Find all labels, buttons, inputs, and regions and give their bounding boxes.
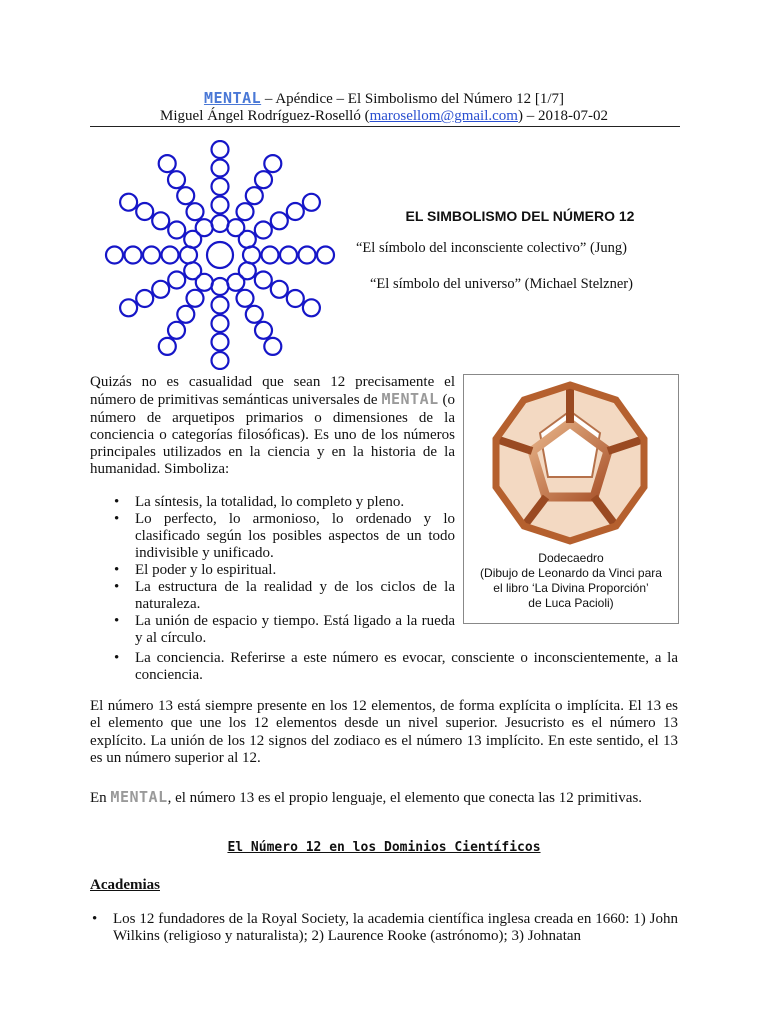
intro-text-1: Quizás no es casualidad que sean 12 precisamente el número de primitivas semánticas universales de: [90, 374, 455, 409]
academias-list: [90, 911, 678, 945]
list-item: [112, 511, 455, 562]
mandala-ring: [212, 197, 229, 214]
subheading-academias: Academias: [90, 877, 160, 893]
list-item: [112, 613, 455, 647]
caption-line: el libro ‘La Divina Proporción’: [493, 581, 649, 595]
mandala-ring: [287, 203, 304, 220]
mental-paragraph: [90, 789, 690, 807]
bullet-icon: •: [114, 494, 120, 510]
mandala-ring: [125, 247, 142, 264]
mandala-ring: [212, 334, 229, 351]
mandala-ring: [212, 297, 229, 314]
mandala-ring: [162, 247, 179, 264]
mandala-ring: [212, 315, 229, 332]
mandala-ring: [168, 171, 185, 188]
mandala-ring: [143, 247, 160, 264]
mandala-ring: [264, 155, 281, 172]
list-item-text: Lo perfecto, lo armonioso, lo ordenado y lo clasificado según los posibles aspectos de un todo indivisible y unificado.: [135, 511, 455, 561]
number-13-paragraph: El número 13 está siempre presente en los 12 elementos, de forma explícita o implícita. El 13 es el elemento que une los 12 elementos desde un nivel superior. Jesucristo es el número 13 explícito. La unión de los 12 signos del zodiaco es el número 13 implícito. En este sentido, el 13 es un número superior al 12.: [90, 698, 678, 766]
bullet-icon: •: [92, 911, 98, 927]
symbolism-list: [112, 494, 455, 647]
caption-line: Dodecaedro: [538, 551, 604, 565]
mandala-center-ring: [207, 242, 233, 268]
mandala-ring: [196, 219, 213, 236]
mandala-ring: [317, 247, 334, 264]
mandala-ring: [243, 247, 260, 264]
mandala-ring: [177, 187, 194, 204]
intro-text-2: (o número de arquetipos primarios o dimensiones de la conciencia o categorías filosóficas). Es uno de los números principales utilizados en la ciencia y en la historia de la humanidad. Simboliza:: [90, 392, 456, 478]
list-item-text: La síntesis, la totalidad, lo completo y pleno.: [135, 494, 405, 510]
quote-stelzner: “El símbolo del universo” (Michael Stelzner): [370, 276, 633, 292]
bullet-icon: •: [114, 613, 120, 629]
dodecahedron-image: [464, 377, 678, 547]
mental-para-pre: En: [90, 790, 107, 806]
mandala-ring: [271, 281, 288, 298]
mandala-ring: [212, 141, 229, 158]
list-item: [112, 494, 455, 511]
mandala-ring: [237, 203, 254, 220]
caption-line: de Luca Pacioli): [528, 596, 614, 610]
mandala-ring: [255, 171, 272, 188]
caption-line: (Dibujo de Leonardo da Vinci para: [480, 566, 662, 580]
mandala-ring: [159, 338, 176, 355]
mandala-ring: [136, 203, 153, 220]
mandala-ring: [227, 274, 244, 291]
mandala-ring: [212, 215, 229, 232]
dodecahedron-figure: [463, 374, 679, 624]
bullet-icon: •: [114, 579, 120, 595]
mandala-ring: [120, 194, 137, 211]
mandala-ring: [168, 322, 185, 339]
email-link[interactable]: marosellom@gmail.com: [369, 108, 518, 124]
header-date: ) – 2018-07-02: [517, 108, 608, 124]
list-item-text: La estructura de la realidad y de los ciclos de la naturaleza.: [135, 579, 455, 612]
mandala-ring: [180, 247, 197, 264]
mandala-ring: [212, 160, 229, 177]
mandala-ring: [159, 155, 176, 172]
mandala-ring: [168, 222, 185, 239]
mandala-ring: [264, 338, 281, 355]
mandala-ring: [212, 278, 229, 295]
bullet-icon: •: [114, 562, 120, 578]
mandala-ring: [187, 290, 204, 307]
header-line-1: [0, 89, 768, 108]
intro-paragraph: [90, 374, 455, 479]
mandala-ring: [246, 187, 263, 204]
mandala-ring: [303, 299, 320, 316]
mandala-ring: [255, 222, 272, 239]
mandala-ring: [152, 281, 169, 298]
mandala-ring: [299, 247, 316, 264]
list-item-text: La conciencia. Referirse a este número es evocar, consciente o inconscientemente, a la conciencia.: [135, 650, 678, 683]
mandala-ring: [246, 306, 263, 323]
mandala-ring: [177, 306, 194, 323]
list-item: [90, 911, 678, 945]
mandala-ring: [303, 194, 320, 211]
bullet-icon: •: [114, 650, 120, 666]
mental-logo-link[interactable]: MENTAL: [203, 89, 262, 107]
mandala-ring: [212, 178, 229, 195]
mental-logo: MENTAL: [110, 788, 168, 806]
list-item: [112, 650, 678, 684]
list-item-text: Los 12 fundadores de la Royal Society, la academia científica inglesa creada en 1660: 1) John Wilkins (religioso y naturalista); 2) Laurence Rooke (astrónomo); 3) Johnatan: [113, 911, 678, 944]
page-title: EL SIMBOLISMO DEL NÚMERO 12: [405, 208, 635, 224]
twelve-ring-mandala-image: [95, 140, 345, 370]
header-title: – Apéndice – El Simbolismo del Número 12 [1/7]: [264, 91, 565, 107]
mandala-ring: [152, 212, 169, 229]
header-line-2: [0, 108, 768, 125]
header-rule: [90, 126, 680, 127]
mandala-ring: [255, 322, 272, 339]
list-item-text: La unión de espacio y tiempo. Está ligado a la rueda y al círculo.: [135, 613, 455, 646]
list-item: [112, 579, 455, 613]
mandala-ring: [287, 290, 304, 307]
symbolism-list-continued: [112, 650, 678, 684]
mandala-ring: [237, 290, 254, 307]
mandala-ring: [262, 247, 279, 264]
mandala-ring: [120, 299, 137, 316]
figure-caption: [464, 551, 678, 611]
mental-logo: MENTAL: [381, 390, 439, 409]
mandala-ring: [184, 262, 201, 279]
mandala-ring: [239, 231, 256, 248]
mandala-ring: [255, 272, 272, 289]
list-item: [112, 562, 455, 579]
mandala-ring: [187, 203, 204, 220]
list-item-text: El poder y lo espiritual.: [135, 562, 277, 578]
mandala-ring: [136, 290, 153, 307]
bullet-icon: •: [114, 511, 120, 527]
mental-para-post: , el número 13 es el propio lenguaje, el elemento que conecta las 12 primitivas.: [167, 790, 643, 806]
section-heading: El Número 12 en los Dominios Científicos: [227, 840, 541, 855]
mandala-ring: [168, 272, 185, 289]
quote-jung: “El símbolo del inconsciente colectivo” (Jung): [356, 240, 627, 256]
mandala-ring: [106, 247, 123, 264]
mandala-ring: [271, 212, 288, 229]
header-author: Miguel Ángel Rodríguez-Roselló (: [160, 108, 370, 124]
mandala-ring: [280, 247, 297, 264]
mandala-ring: [212, 352, 229, 369]
